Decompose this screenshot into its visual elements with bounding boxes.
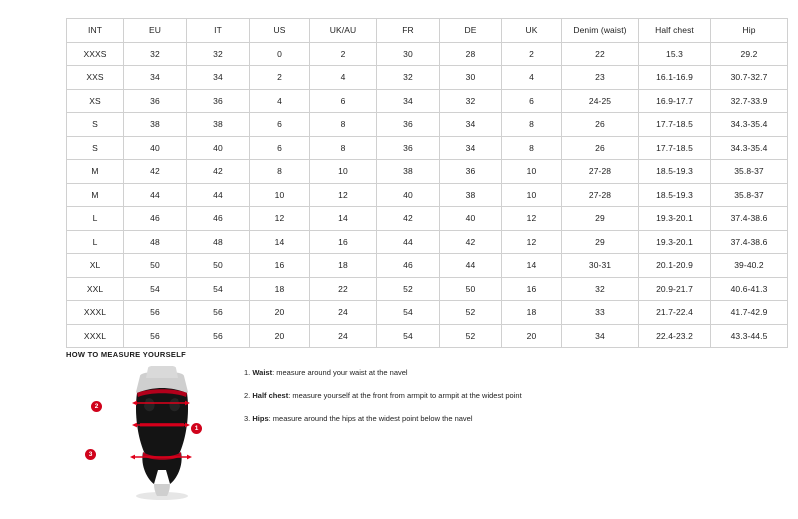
table-cell: 29 [562, 207, 639, 231]
table-cell: 30.7-32.7 [711, 66, 788, 90]
table-cell: 54 [377, 324, 440, 348]
table-cell: 18.5-19.3 [639, 160, 711, 184]
note-text: : measure around the hips at the widest point below the navel [268, 414, 473, 423]
table-row [67, 160, 788, 184]
table-cell: 54 [187, 277, 250, 301]
column-header: US [250, 19, 310, 43]
table-cell: 40 [124, 136, 187, 160]
table-cell: 42 [440, 230, 502, 254]
table-cell: 56 [187, 324, 250, 348]
table-cell: L [67, 207, 124, 231]
table-cell: 36 [377, 136, 440, 160]
table-cell: 30-31 [562, 254, 639, 278]
table-cell: 17.7-18.5 [639, 136, 711, 160]
table-row [67, 230, 788, 254]
table-cell: 4 [250, 89, 310, 113]
table-cell: 16 [310, 230, 377, 254]
note-text: : measure around your waist at the navel [272, 368, 408, 377]
table-cell: 20.1-20.9 [639, 254, 711, 278]
table-cell: S [67, 136, 124, 160]
table-cell: 14 [250, 230, 310, 254]
table-cell: 20 [502, 324, 562, 348]
column-header: Denim (waist) [562, 19, 639, 43]
column-header: UK [502, 19, 562, 43]
table-cell: 46 [187, 207, 250, 231]
table-row [67, 301, 788, 325]
table-cell: 48 [124, 230, 187, 254]
table-cell: 17.7-18.5 [639, 113, 711, 137]
table-cell: XXXL [67, 301, 124, 325]
table-cell: 26 [562, 113, 639, 137]
table-cell: 40 [187, 136, 250, 160]
table-cell: XXXS [67, 42, 124, 66]
note-term: Half chest [252, 391, 289, 400]
table-cell: 22.4-23.2 [639, 324, 711, 348]
table-cell: 32 [377, 66, 440, 90]
table-cell: 52 [377, 277, 440, 301]
table-cell: 10 [310, 160, 377, 184]
size-conversion-table [66, 18, 788, 348]
table-cell: 42 [187, 160, 250, 184]
table-cell: 27-28 [562, 160, 639, 184]
table-cell: 24 [310, 301, 377, 325]
table-cell: 43.3-44.5 [711, 324, 788, 348]
column-header: IT [187, 19, 250, 43]
table-cell: 56 [124, 301, 187, 325]
table-cell: M [67, 160, 124, 184]
note-text: : measure yourself at the front from armpit to armpit at the widest point [288, 391, 522, 400]
table-cell: 46 [377, 254, 440, 278]
table-cell: 10 [502, 160, 562, 184]
table-row [67, 113, 788, 137]
table-cell: 44 [377, 230, 440, 254]
note-number: 1. [244, 368, 251, 377]
table-cell: 6 [502, 89, 562, 113]
table-cell: 24-25 [562, 89, 639, 113]
table-cell: 30 [440, 66, 502, 90]
table-cell: 22 [310, 277, 377, 301]
table-cell: 37.4-38.6 [711, 230, 788, 254]
table-cell: 44 [187, 183, 250, 207]
table-row [67, 183, 788, 207]
table-cell: 34 [377, 89, 440, 113]
table-cell: 30 [377, 42, 440, 66]
table-cell: 2 [502, 42, 562, 66]
table-cell: XXXL [67, 324, 124, 348]
table-cell: XL [67, 254, 124, 278]
table-cell: 16 [502, 277, 562, 301]
table-cell: 18 [250, 277, 310, 301]
table-cell: XS [67, 89, 124, 113]
table-cell: 4 [310, 66, 377, 90]
table-cell: 18 [502, 301, 562, 325]
table-cell: 40 [377, 183, 440, 207]
table-cell: 12 [502, 230, 562, 254]
table-cell: 2 [250, 66, 310, 90]
table-cell: 54 [377, 301, 440, 325]
table-cell: 48 [187, 230, 250, 254]
table-cell: 34 [440, 136, 502, 160]
table-row [67, 324, 788, 348]
table-cell: 40 [440, 207, 502, 231]
table-cell: 52 [440, 324, 502, 348]
table-cell: 38 [377, 160, 440, 184]
table-cell: 6 [250, 136, 310, 160]
table-cell: 36 [124, 89, 187, 113]
table-cell: M [67, 183, 124, 207]
table-cell: 44 [124, 183, 187, 207]
column-header: FR [377, 19, 440, 43]
table-cell: 32.7-33.9 [711, 89, 788, 113]
table-cell: XXS [67, 66, 124, 90]
table-cell: 40.6-41.3 [711, 277, 788, 301]
badge-hips: 3 [85, 449, 96, 460]
table-row [67, 277, 788, 301]
table-cell: 32 [124, 42, 187, 66]
table-cell: 19.3-20.1 [639, 207, 711, 231]
table-cell: 8 [502, 136, 562, 160]
table-cell: 38 [440, 183, 502, 207]
table-cell: 29 [562, 230, 639, 254]
table-cell: 54 [124, 277, 187, 301]
table-header-row [67, 19, 788, 43]
table-row [67, 207, 788, 231]
table-cell: 15.3 [639, 42, 711, 66]
table-cell: 0 [250, 42, 310, 66]
table-cell: 50 [124, 254, 187, 278]
badge-half-chest: 2 [91, 401, 102, 412]
table-cell: 18 [310, 254, 377, 278]
table-cell: 6 [310, 89, 377, 113]
table-cell: 34.3-35.4 [711, 113, 788, 137]
table-cell: 32 [562, 277, 639, 301]
column-header: EU [124, 19, 187, 43]
table-cell: 36 [187, 89, 250, 113]
table-cell: 26 [562, 136, 639, 160]
table-cell: 52 [440, 301, 502, 325]
table-cell: 8 [310, 113, 377, 137]
table-cell: 10 [250, 183, 310, 207]
table-row [67, 89, 788, 113]
column-header: Hip [711, 19, 788, 43]
table-cell: 50 [440, 277, 502, 301]
note-term: Waist [252, 368, 273, 377]
table-cell: 20 [250, 301, 310, 325]
table-cell: 33 [562, 301, 639, 325]
column-header: UK/AU [310, 19, 377, 43]
table-cell: 16.9-17.7 [639, 89, 711, 113]
table-cell: 50 [187, 254, 250, 278]
table-cell: 32 [440, 89, 502, 113]
table-cell: 12 [250, 207, 310, 231]
table-cell: 28 [440, 42, 502, 66]
table-cell: 16 [250, 254, 310, 278]
table-cell: 20.9-21.7 [639, 277, 711, 301]
table-cell: 36 [377, 113, 440, 137]
table-row [67, 42, 788, 66]
table-cell: XXL [67, 277, 124, 301]
measurement-note [244, 368, 714, 378]
table-cell: S [67, 113, 124, 137]
table-cell: 42 [124, 160, 187, 184]
table-cell: 14 [310, 207, 377, 231]
table-cell: 39-40.2 [711, 254, 788, 278]
table-cell: 56 [187, 301, 250, 325]
table-cell: 24 [310, 324, 377, 348]
column-header: Half chest [639, 19, 711, 43]
table-cell: 12 [310, 183, 377, 207]
note-term: Hips [252, 414, 269, 423]
note-number: 3. [244, 414, 251, 423]
badge-waist: 1 [191, 423, 202, 434]
table-cell: 18.5-19.3 [639, 183, 711, 207]
table-cell: 8 [502, 113, 562, 137]
table-cell: 34 [440, 113, 502, 137]
table-cell: 34.3-35.4 [711, 136, 788, 160]
table-cell: 8 [310, 136, 377, 160]
table-cell: 37.4-38.6 [711, 207, 788, 231]
table-cell: 56 [124, 324, 187, 348]
table-cell: 22 [562, 42, 639, 66]
table-cell: 6 [250, 113, 310, 137]
how-to-measure-section [66, 366, 732, 506]
table-cell: 34 [124, 66, 187, 90]
table-cell: 14 [502, 254, 562, 278]
table-cell: 35.8-37 [711, 160, 788, 184]
table-cell: 29.2 [711, 42, 788, 66]
table-cell: 46 [124, 207, 187, 231]
table-cell: 20 [250, 324, 310, 348]
table-row [67, 136, 788, 160]
table-cell: 34 [562, 324, 639, 348]
column-header: INT [67, 19, 124, 43]
mannequin-illustration [96, 366, 226, 501]
table-cell: 19.3-20.1 [639, 230, 711, 254]
table-cell: 16.1-16.9 [639, 66, 711, 90]
measurement-note [244, 391, 714, 401]
table-cell: 10 [502, 183, 562, 207]
table-cell: 41.7-42.9 [711, 301, 788, 325]
table-cell: 38 [124, 113, 187, 137]
table-row [67, 66, 788, 90]
table-cell: L [67, 230, 124, 254]
table-row [67, 254, 788, 278]
table-body [67, 42, 788, 348]
table-cell: 2 [310, 42, 377, 66]
measurement-note [244, 414, 714, 424]
table-cell: 21.7-22.4 [639, 301, 711, 325]
table-cell: 36 [440, 160, 502, 184]
how-to-measure-title: HOW TO MEASURE YOURSELF [66, 350, 186, 359]
table-cell: 12 [502, 207, 562, 231]
table-cell: 42 [377, 207, 440, 231]
table-cell: 4 [502, 66, 562, 90]
table-cell: 8 [250, 160, 310, 184]
table-cell: 44 [440, 254, 502, 278]
table-cell: 27-28 [562, 183, 639, 207]
table-cell: 38 [187, 113, 250, 137]
table-cell: 35.8-37 [711, 183, 788, 207]
table-cell: 23 [562, 66, 639, 90]
note-number: 2. [244, 391, 251, 400]
column-header: DE [440, 19, 502, 43]
measurement-notes [244, 368, 714, 437]
table-cell: 32 [187, 42, 250, 66]
table-cell: 34 [187, 66, 250, 90]
